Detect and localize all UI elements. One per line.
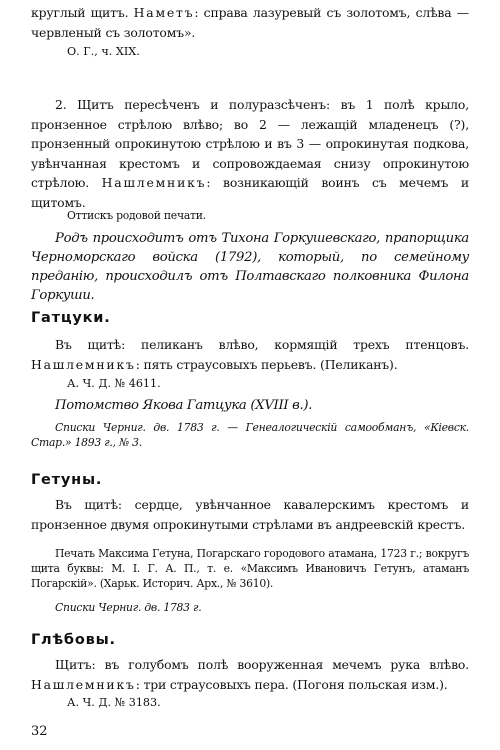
namet-label: Наметъ xyxy=(133,5,195,20)
glebovy-desc-rest: : три страусовыхъ пера. (Погоня польская изм.). xyxy=(135,676,448,692)
top-text: круглый щитъ. xyxy=(31,5,129,20)
glebovy-desc-text: Щитъ: въ голубомъ полѣ вооруженная мечемъ рука влѣво. xyxy=(55,657,469,672)
top-paragraph xyxy=(31,3,469,42)
item2-seal-note: Оттискъ родовой печати. xyxy=(67,209,206,222)
item2-paragraph xyxy=(31,95,469,213)
item2-nashlemnik-label: Нашлемникъ xyxy=(101,175,207,191)
glebovy-desc xyxy=(31,655,469,694)
heading-glebovy: Глѣбовы. xyxy=(31,632,116,648)
getuny-desc: Въ щитѣ: сердце, увѣнчанное кавалерскимъ крестомъ и пронзенное двумя опрокинутыми стрѣлами въ андреевскій крестъ. xyxy=(31,497,469,532)
item2-nashlemnik-rest: : возникающій воинъ съ мечемъ и щитомъ. xyxy=(31,175,469,210)
item2-text: 2. Щитъ пересѣченъ и полуразсѣченъ: въ 1 полѣ крыло, пронзенное стрѣлою влѣво; во 2 — лежащій младенецъ (?), пронзенный опрокинутою стрѣлою и въ 3 — опрокинутая подкова, увѣнчанная крестомъ и сопровождаемая снизу опрокинутою стрѣлою. xyxy=(31,97,469,191)
heading-getuny: Гетуны. xyxy=(31,472,103,488)
gattsuki-note: Списки Черниг. дв. 1783 г. — Генеалогическій самообманъ, «Кіевск. Стар.» 1893 г., № 3. xyxy=(31,421,469,449)
getuny-seal: Печать Максима Гетуна, Погарскаго городового атамана, 1723 г.; вокругъ щита буквы: М. І. Г. А. П., т. е. «Максимъ Ивановичъ Гетунъ, атаманъ Погарскій». (Харьк. Историч. Арх., № 3610). xyxy=(31,547,469,590)
glebovy-source: А. Ч. Д. № 3183. xyxy=(67,696,161,709)
gattsuki-desc-rest: : пять страусовыхъ перьевъ. (Пеликанъ). xyxy=(135,356,398,372)
page-number: 32 xyxy=(31,724,48,739)
gattsuki-descent: Потомство Якова Гатцука (XVIII в.). xyxy=(55,398,313,413)
top-source: О. Г., ч. XIX. xyxy=(67,45,140,58)
item2-family: Родъ происходитъ отъ Тихона Горкушевскаго, прапорщика Черноморскаго войска (1792), который, по семейному преданію, происходилъ отъ Полтавскаго полковника Филона Горкуши. xyxy=(31,231,469,303)
gattsuki-nashlemnik-label: Нашлемникъ xyxy=(31,356,136,372)
glebovy-nashlemnik-label: Нашлемникъ xyxy=(31,676,136,692)
gattsuki-source: А. Ч. Д. № 4611. xyxy=(67,377,161,390)
getuny-note: Списки Черниг. дв. 1783 г. xyxy=(55,601,202,614)
heading-gattsuki: Гатцуки. xyxy=(31,310,111,326)
top-text-rest: : справа лазуревый съ золотомъ, слѣва — червленый съ золотомъ». xyxy=(31,5,469,40)
gattsuki-desc xyxy=(31,335,469,374)
gattsuki-desc-text: Въ щитѣ: пеликанъ влѣво, кормящій трехъ птенцовъ. xyxy=(55,337,469,352)
